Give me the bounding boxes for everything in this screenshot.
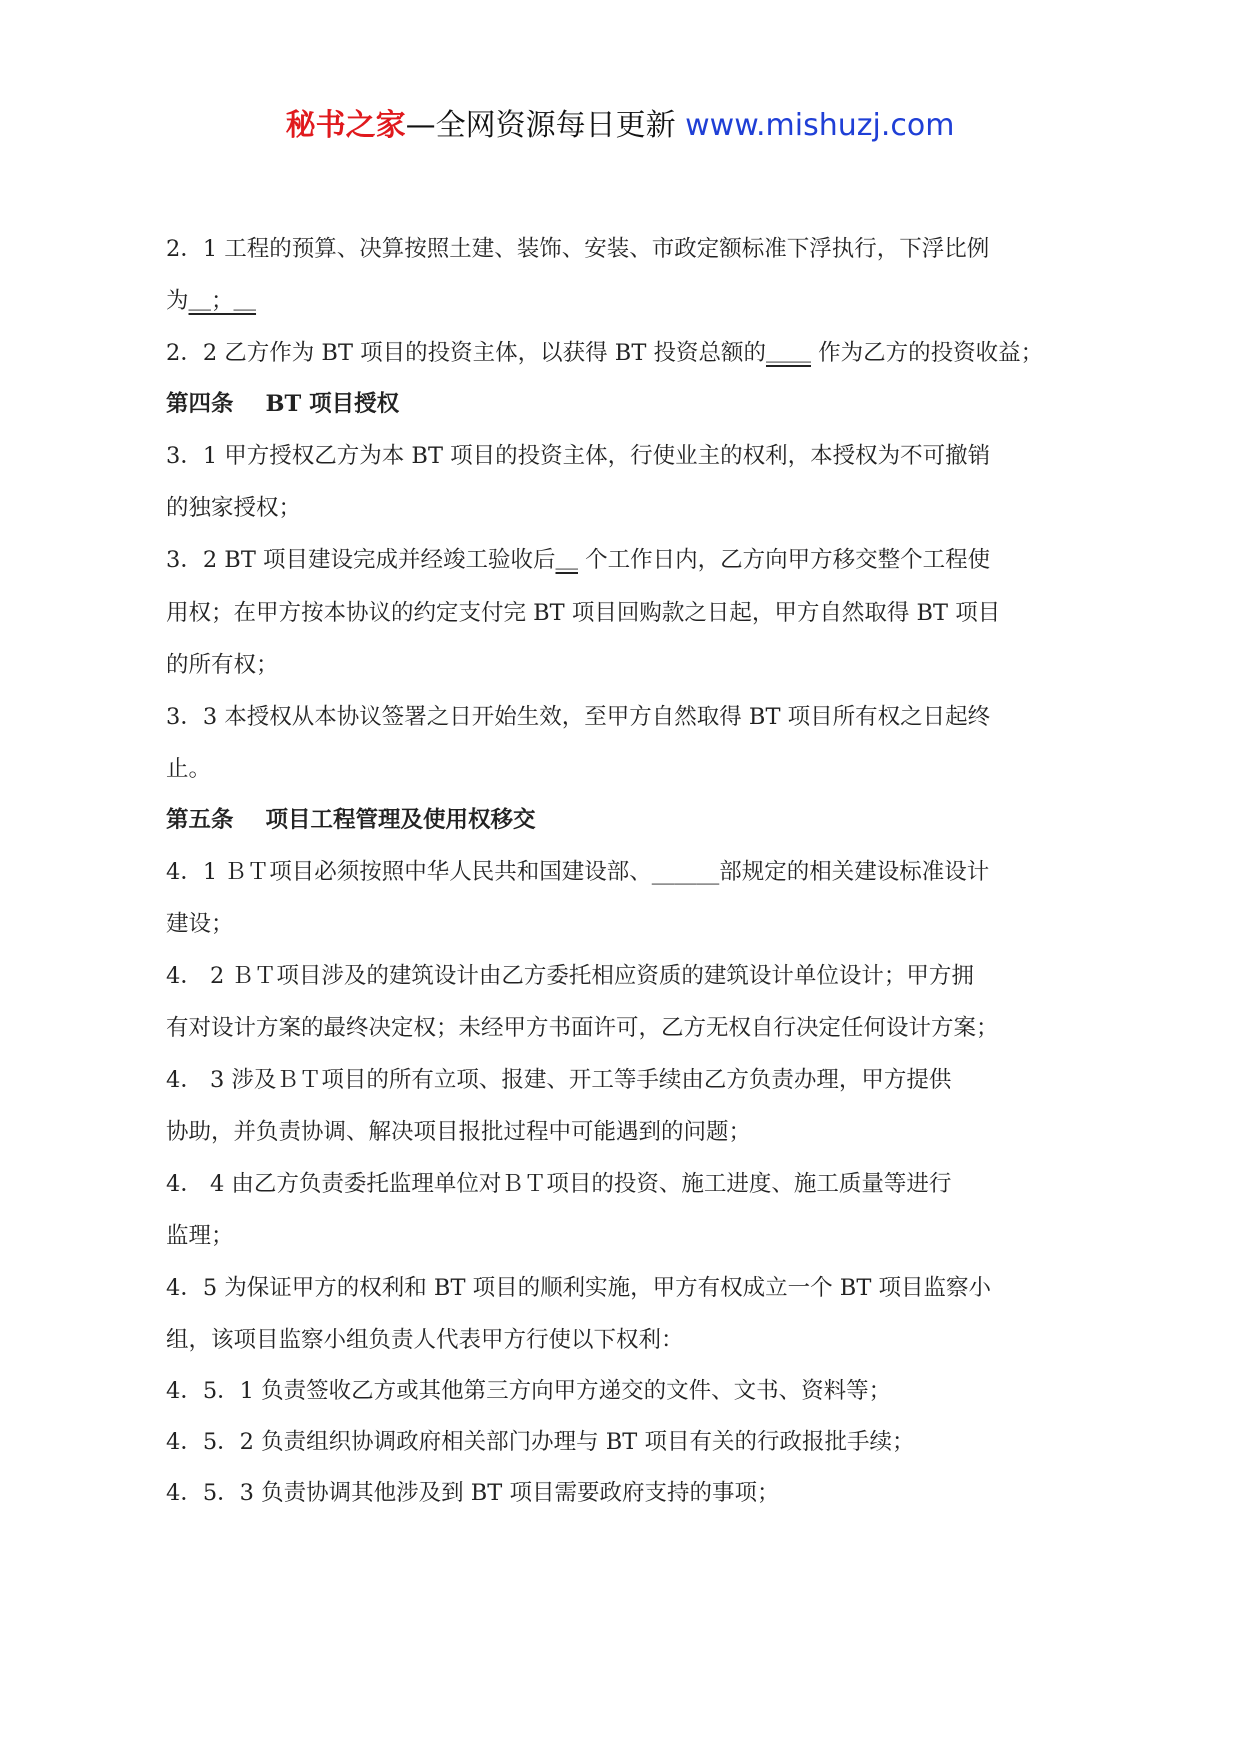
text-line: 的独家授权；: [166, 495, 302, 521]
text-line: 4． 4 由乙方负责委托监理单位对ＢＴ项目的投资、施工进度、施工质量等进行: [166, 1171, 952, 1197]
text-line: 4． 3 涉及ＢＴ项目的所有立项、报建、开工等手续由乙方负责办理，甲方提供: [166, 1067, 952, 1093]
text-line: 止。: [166, 756, 212, 782]
text-line: 4．1 ＢＴ项目必须按照中华人民共和国建设部、______部规定的相关建设标准设计: [166, 859, 990, 885]
text-line: 2．1 工程的预算、决算按照土建、装饰、安装、市政定额标准下浮执行，下浮比例: [166, 236, 990, 262]
text-line: 4． 2 ＢＴ项目涉及的建筑设计由乙方委托相应资质的建筑设计单位设计；甲方拥: [166, 963, 974, 989]
text-line: 4．5．3 负责协调其他涉及到 BT 项目需要政府支持的事项；: [166, 1480, 780, 1506]
text-line: 用权；在甲方按本协议的约定支付完 BT 项目回购款之日起，甲方自然取得 BT 项目: [166, 600, 1001, 626]
text-line: 建设；: [166, 911, 234, 937]
text-line: 有对设计方案的最终决定权；未经甲方书面许可，乙方无权自行决定任何设计方案；: [166, 1015, 999, 1041]
site-header: [0, 104, 1240, 148]
site-url-link[interactable]: www.mishuzj.com: [685, 108, 955, 143]
fill-in-blank: ＿＿: [765, 340, 811, 366]
text-line: 3．2 BT 项目建设完成并经竣工验收后＿ 个工作日内，乙方向甲方移交整个工程使: [166, 547, 991, 573]
text-line: 的所有权；: [166, 652, 279, 678]
fill-in-blank: ＿；＿: [188, 288, 257, 314]
text-line: 3．3 本授权从本协议签署之日开始生效，至甲方自然取得 BT 项目所有权之日起终: [166, 704, 991, 730]
text-line: 4．5．1 负责签收乙方或其他第三方向甲方递交的文件、文书、资料等；: [166, 1378, 892, 1404]
text-line: 组，该项目监察小组负责人代表甲方行使以下权利：: [166, 1327, 684, 1353]
article-number: 第四条: [166, 391, 234, 417]
document-body: [166, 224, 1082, 1519]
text-line: 4．5．2 负责组织协调政府相关部门办理与 BT 项目有关的行政报批手续；: [166, 1429, 915, 1455]
text-line: 监理；: [166, 1223, 234, 1249]
fill-in-blank: ＿: [555, 547, 578, 573]
text-line: 3．1 甲方授权乙方为本 BT 项目的投资主体，行使业主的权利，本授权为不可撤销: [166, 443, 991, 469]
article-title: BT 项目授权: [265, 391, 400, 417]
section-heading: [166, 795, 1082, 846]
text-line: 为＿；＿: [166, 288, 257, 314]
text-line: 4．5 为保证甲方的权利和 BT 项目的顺利实施，甲方有权成立一个 BT 项目监察小: [166, 1275, 991, 1301]
text-line: 协助，并负责协调、解决项目报批过程中可能遇到的问题；: [166, 1119, 752, 1145]
article-number: 第五条: [166, 807, 234, 833]
text-line: 2．2 乙方作为 BT 项目的投资主体，以获得 BT 投资总额的＿＿ 作为乙方的投资收益；: [166, 340, 1044, 366]
section-heading: [166, 379, 1082, 430]
site-tagline: —全网资源每日更新: [405, 108, 686, 143]
site-brand: 秘书之家: [285, 108, 406, 143]
article-title: 项目工程管理及使用权移交: [265, 807, 536, 833]
